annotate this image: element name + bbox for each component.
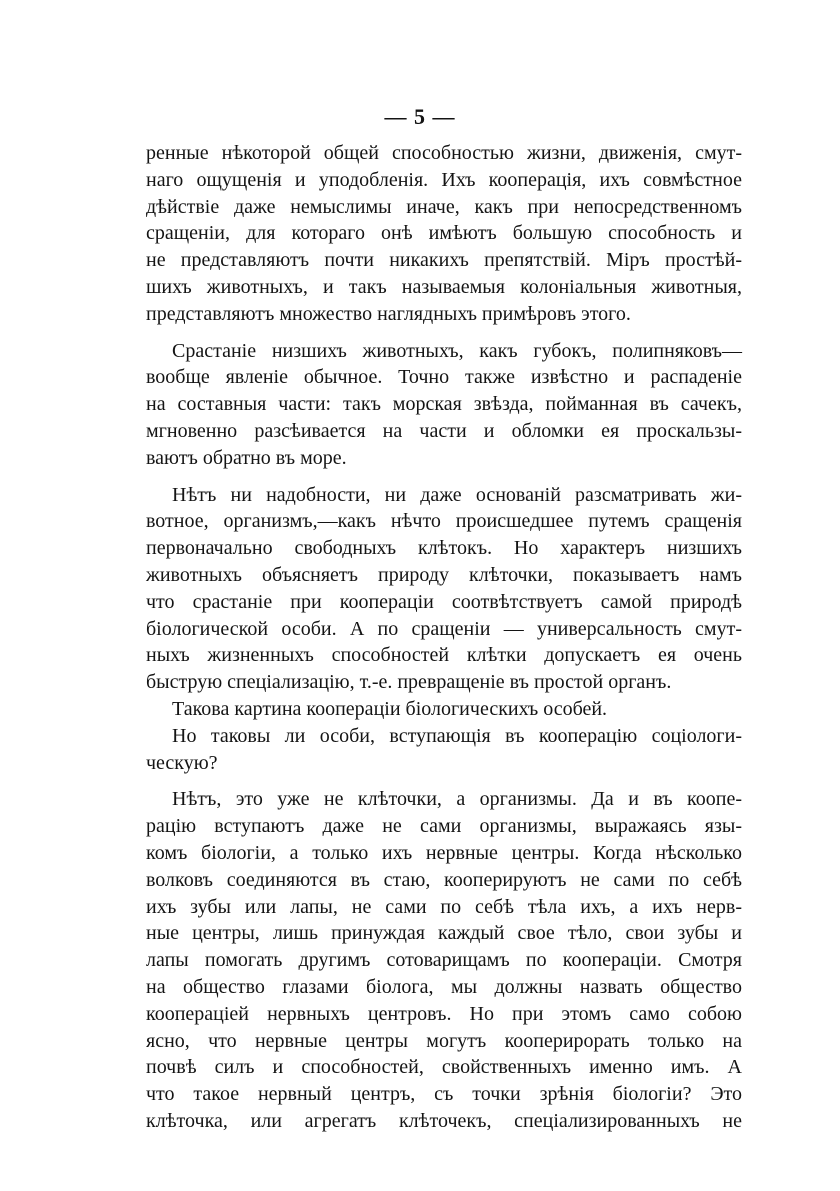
paragraph (146, 696, 742, 723)
text-line: мгновенно разсѣивается на части и обломки ея проскальзы- (146, 419, 742, 442)
paragraph-gap (146, 472, 742, 482)
text-line: ческую? (146, 751, 218, 774)
text-line: Такова картина коопераціи біологическихъ особей. (172, 697, 608, 720)
text-line: сращеніи, для котораго онѣ имѣютъ большую способность и (146, 222, 742, 245)
paragraph (146, 786, 742, 1134)
text-line: Нѣтъ ни надобности, ни даже основаній разсматривать жи- (172, 483, 742, 506)
text-line: волковъ соединяются въ стаю, кооперируютъ не сами по себѣ (146, 868, 742, 891)
text-line: біологической особи. А по сращеніи — универсальность смут- (146, 617, 742, 640)
page-number: — 5 — (384, 104, 456, 129)
text-line: Нѣтъ, это уже не клѣточки, а организмы. Да и въ коопе- (172, 788, 742, 811)
text-line: на составныя части: такъ морская звѣзда, пойманная въ сачекъ, (146, 393, 742, 416)
paragraph (146, 338, 742, 472)
text-line: ихъ зубы или лапы, не сами по себѣ тѣла ихъ, а ихъ нерв- (146, 895, 742, 918)
text-line: не представляютъ почти никакихъ препятствій. Міръ простѣй- (146, 249, 742, 272)
text-line: вообще явленіе обычное. Точно также извѣстно и распаденіе (146, 366, 742, 389)
text-line: на общество глазами біолога, мы должны назвать общество (146, 975, 742, 998)
text-line: шихъ животныхъ, и такъ называемыя колоніальныя животныя, (146, 275, 742, 298)
text-line: представляютъ множество наглядныхъ примѣровъ этого. (146, 302, 631, 325)
text-line: ясно, что нервные центры могутъ кооперирорать только на (146, 1029, 742, 1052)
text-line: комъ біологіи, а только ихъ нервные центры. Когда нѣсколько (146, 841, 742, 864)
text-line: Но таковы ли особи, вступающія въ кооперацію соціологи- (172, 724, 742, 747)
paragraph (146, 723, 742, 777)
text-line: первоначально свободныхъ клѣтокъ. Но характеръ низшихъ (146, 537, 742, 560)
paragraph-gap (146, 776, 742, 786)
text-line: коопераціей нервныхъ центровъ. Но при этомъ само собою (146, 1002, 742, 1025)
text-line: ные центры, лишь принуждая каждый свое тѣло, свои зубы и (146, 922, 742, 945)
text-line: вотное, организмъ,—какъ нѣчто происшедшее путемъ сращенія (146, 510, 742, 533)
text-line: рацію вступаютъ даже не сами организмы, выражаясь язы- (146, 815, 742, 838)
text-line: лапы помогать другимъ сотоварищамъ по коопераціи. Смотря (146, 949, 742, 972)
body-text (146, 140, 742, 1135)
text-line: быструю спеціализацію, т.-е. превращеніе въ простой органъ. (146, 671, 672, 694)
paragraph (146, 482, 742, 696)
paragraph-gap (146, 328, 742, 338)
text-line: ныхъ жизненныхъ способностей клѣтки допускаетъ ея очень (146, 644, 742, 667)
text-line: что такое нервный центръ, съ точки зрѣнія біологіи? Это (146, 1083, 742, 1106)
text-line: ренные нѣкоторой общей способностью жизни, движенія, смут- (146, 142, 742, 164)
paragraph (146, 140, 742, 328)
text-line: Срастаніе низшихъ животныхъ, какъ губокъ, полипняковъ— (172, 339, 742, 362)
text-line: почвѣ силъ и способностей, свойственныхъ именно имъ. А (146, 1056, 742, 1079)
text-line: животныхъ объясняетъ природу клѣточки, показываетъ намъ (146, 563, 742, 586)
text-line: что срастаніе при коопераціи соотвѣтствуетъ самой природѣ (146, 590, 742, 613)
text-line: наго ощущенія и уподобленія. Ихъ кооперація, ихъ совмѣстное (146, 168, 742, 191)
text-line: клѣточка, или агрегатъ клѣточекъ, спеціализированныхъ не (146, 1109, 742, 1132)
text-line: дѣйствіе даже немыслимы иначе, какъ при непосредственномъ (146, 195, 742, 218)
text-line: ваютъ обратно въ море. (146, 446, 347, 469)
